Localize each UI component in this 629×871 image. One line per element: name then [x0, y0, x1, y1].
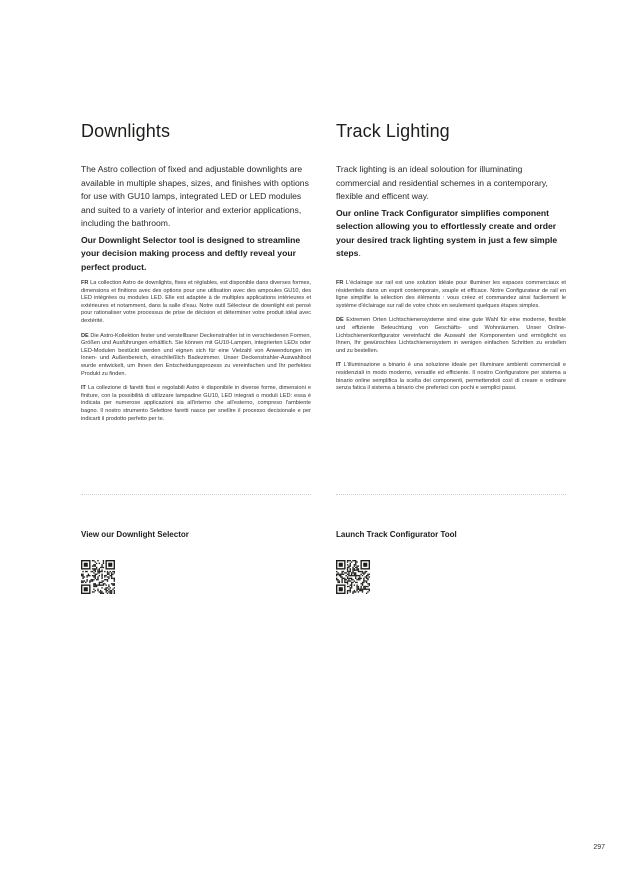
divider	[81, 494, 311, 495]
track-de-paragraph	[336, 317, 566, 355]
downlights-title: Downlights	[81, 121, 171, 141]
downlights-fr-paragraph	[81, 280, 311, 326]
lang-code-fr: FR	[336, 280, 344, 286]
lang-code-it: IT	[336, 362, 341, 369]
downlights-intro	[81, 163, 311, 274]
track-translations	[336, 280, 566, 400]
downlights-lead: Our Downlight Selector tool is designed to streamline your decision making process and deftly reveal your perfect product.	[81, 234, 301, 272]
track-it-paragraph	[336, 362, 566, 392]
track-intro	[336, 163, 566, 261]
downlight-selector-link[interactable]: View our Downlight Selector	[81, 530, 189, 539]
track-title: Track Lighting	[336, 121, 450, 141]
downlight-qr-code[interactable]	[81, 560, 115, 594]
lang-code-it: IT	[81, 385, 86, 392]
track-configurator-link[interactable]: Launch Track Configurator Tool	[336, 530, 457, 539]
track-lead	[336, 207, 566, 261]
downlights-it-paragraph	[81, 385, 311, 423]
track-de-text: Extremen Orten Lichtschienensysteme sind eine gute Wahl für eine moderne, flexible und effiziente Beleuchtung von Geschäfts- und Wohnräumen. Unser Online-Lichtschienenkonfigurator vereinfacht die Auswahl der Komponenten und ermöglicht es Ihnen, Ihr gewünschtes Lichtschienensystem in wenigen einfachen Schritten zu erstellen und zu bestellen.	[336, 317, 566, 354]
downlights-de-text: Die Astro-Kollektion fester und verstellbarer Deckenstrahler ist in verschiedenen Formen, Größen und Ausführungen erhältlich. Sie können mit GU10-Lampen, integrierten LEDs oder LED-Modulen bestückt werden und eignen sich für eine Vielzahl von Anwendungen im Innen- und Außenbereich, einschließlich Badezimmer. Unser Deckenstrahler-Auswahltool wurde entwickelt, um Ihnen den Entscheidungsprozess zu vereinfachen und Ihr perfektes Produkt zu finden.	[81, 332, 311, 377]
lang-code-fr: FR	[81, 280, 89, 286]
downlights-intro-text: The Astro collection of fixed and adjustable downlights are available in multiple shapes, sizes, and finishes with options for use with GU10 lamps, integrated LED or LED modules and suited to a variety of interior and exterior applications, including the bathroom.	[81, 164, 309, 228]
track-fr-paragraph	[336, 280, 566, 310]
lang-code-de: DE	[336, 317, 344, 324]
track-lead-end: .	[358, 248, 361, 258]
downlights-translations	[81, 280, 311, 430]
track-intro-text: Track lighting is an ideal soloution for illuminating commercial and residential schemes in a contemporary, flexible and efficent way.	[336, 164, 548, 201]
page-number: 297	[593, 844, 605, 851]
downlights-it-text: La collezione di faretti fissi e regolabili Astro è disponibile in diverse forme, dimensioni e finiture, con la possibilità di utilizzare lampadine GU10, LED integrati o moduli LED: essa è indicata per numerose applicazioni sia all'interno che all'esterno, compreso l'ambiente bagno. Il nostro strumento Selettore faretti nasce per snellire il processo decisionale e per indicarti il prodotto perfetto per te.	[81, 385, 311, 422]
downlights-fr-text: La collection Astro de downlights, fixes et réglables, est disponible dans diverses formes, dimensions et finitions avec des options pour une utilisation avec des ampoules GU10, des LED intégrées ou modules LED. Elle est adaptée à de multiples applications intérieures et extérieures et notamment, dans la salle d'eau. Notre outil Sélecteur de downlight est pensé pour rationaliser votre processus de prise de décision et déterminer votre produit idéal avec dextérité.	[81, 280, 312, 324]
lang-code-de: DE	[81, 332, 89, 339]
track-qr-code[interactable]	[336, 560, 370, 594]
track-it-text: L'illuminazione a binario è una soluzione ideale per illuminare ambienti commerciali e residenziali in modo moderno, versatile ed efficiente. Il nostro Configuratore per sistema a binario online semplifica la scelta dei componenti, permettendoti così di creare e ordinare senza fatica il sistema a binario che preferisci con pochi e semplici passi.	[336, 362, 566, 392]
downlights-de-paragraph	[81, 333, 311, 379]
divider	[336, 494, 566, 495]
track-lead-text: Our online Track Configurator simplifies component selection allowing you to effortlessly create and order your desired track lighting system in just a few simple steps	[336, 207, 558, 258]
track-fr-text: L'éclairage sur rail est une solution idéale pour illuminer les espaces commerciaux et résidentiels dans un esprit contemporain, souple et efficace. Notre Configurateur de rail en ligne simplifie la sélection des éléments : vous créez et commandez ainsi facilement le système d'éclairage sur rail de votre choix en seulement quelques étapes simples.	[336, 280, 566, 309]
